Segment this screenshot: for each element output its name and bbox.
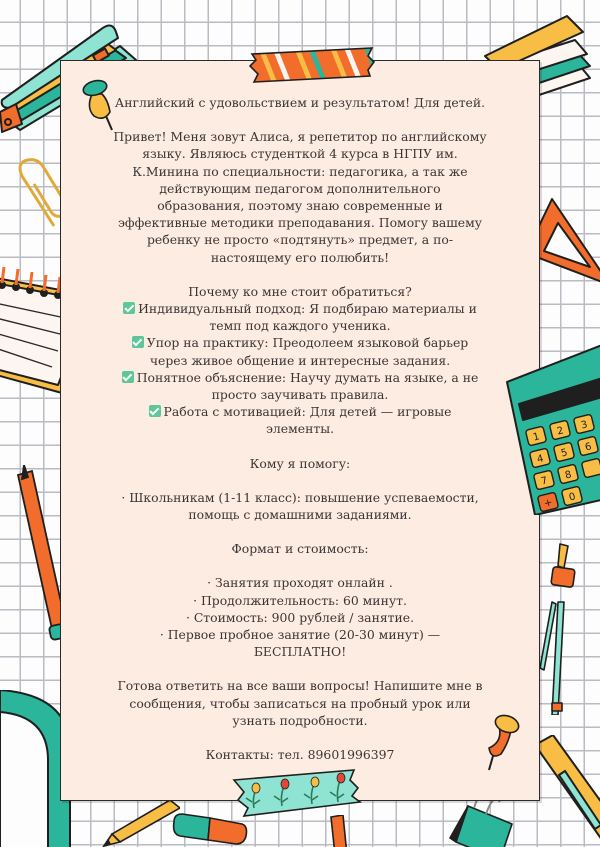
- svg-text:0: 0: [567, 491, 577, 504]
- why-list: [100, 300, 500, 438]
- ruler-icon: [535, 735, 600, 847]
- flyer-title: Английский с удовольствием и результатом! Для детей.: [114, 95, 486, 110]
- calculator-icon: [505, 340, 600, 515]
- svg-text:5: 5: [559, 447, 569, 460]
- svg-text:2: 2: [555, 425, 565, 438]
- svg-text:+: +: [542, 497, 554, 510]
- format-item: · Стоимость: 900 рублей / занятие.: [185, 609, 415, 625]
- who-item: · Школьникам (1-11 класс): повышение успеваемости, помощь с домашними заданиями.: [121, 489, 479, 523]
- format-heading: Формат и стоимость:: [231, 541, 369, 557]
- pencil-small-icon: [100, 800, 180, 847]
- svg-text:8: 8: [563, 469, 573, 482]
- svg-text:3: 3: [579, 419, 589, 432]
- format-item: · Первое пробное занятие (20-30 минут) —: [159, 627, 441, 643]
- svg-text:4: 4: [535, 453, 545, 466]
- why-item: Понятное объяснение: Научу думать на языке, а не просто заучивать правила.: [100, 369, 500, 403]
- intro-paragraph: [100, 128, 500, 266]
- intro-line: действующим педагогом дополнительного: [159, 180, 441, 196]
- check-box-icon: [122, 371, 134, 383]
- format-item: · Занятия проходят онлайн .: [207, 575, 393, 591]
- intro-line: К.Минина по специальности: педагогика, а так же: [132, 163, 468, 179]
- intro-line: Привет! Меня зовут Алиса, я репетитор по английскому: [113, 129, 487, 145]
- who-heading: Кому я помогу:: [249, 455, 351, 471]
- check-box-icon: [132, 336, 144, 348]
- svg-text:7: 7: [539, 475, 549, 488]
- why-item: Индивидуальный подход: Я подбираю материалы и темп под каждого ученика.: [100, 300, 500, 334]
- format-item: · Продолжительность: 60 минут.: [193, 592, 407, 608]
- why-heading: Почему ко мне стоит обратиться?: [188, 283, 412, 299]
- intro-line: языку. Являюсь студенткой 4 курса в НГПУ им.: [142, 146, 458, 162]
- why-item: Упор на практику: Преодолеем языковой барьер через живое общение и интересные задания.: [100, 334, 500, 368]
- pushpin-orange-icon: [483, 712, 523, 772]
- flyer-content: [60, 94, 540, 763]
- check-box-icon: [149, 405, 161, 417]
- washi-tape-floral: [230, 768, 365, 820]
- compass-icon: [540, 540, 580, 715]
- intro-line: образования, поэтому знаю современные и: [157, 198, 443, 214]
- cta-paragraph: Готова ответить на все ваши вопросы! Напишите мне в сообщения, чтобы записаться на пробный урок или узнать подробности.: [117, 678, 483, 728]
- why-item: Работа с мотивацией: Для детей — игровые элементы.: [100, 403, 500, 437]
- svg-text:6: 6: [583, 441, 593, 454]
- paperclip-icon: [14, 158, 64, 228]
- contacts-phone: Контакты: тел. 89601996397: [205, 747, 395, 763]
- format-list: [100, 574, 500, 660]
- intro-line: ребенку не просто «подтянуть» предмет, а по-: [146, 232, 453, 248]
- svg-text:1: 1: [531, 431, 541, 444]
- intro-line: настоящему его полюбить!: [210, 249, 390, 265]
- format-item: БЕСПЛАТНО!: [253, 644, 347, 660]
- pushpin-icon: [80, 78, 120, 133]
- check-box-icon: [123, 302, 135, 314]
- flyer-text-layer: [60, 60, 540, 801]
- washi-tape-top: [248, 46, 378, 84]
- intro-line: эффективные методики преподавания. Помогу вашему: [117, 215, 483, 231]
- pencil-icon: [10, 465, 60, 655]
